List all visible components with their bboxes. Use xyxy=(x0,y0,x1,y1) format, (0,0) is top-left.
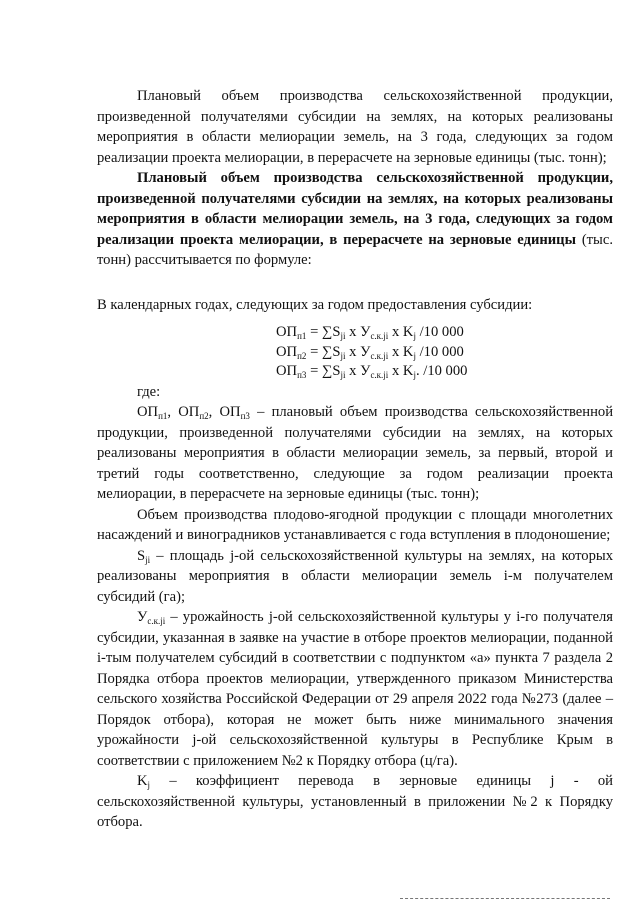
symbol-subscript: с.к.ji xyxy=(147,616,166,626)
paragraph-coefficient-definition xyxy=(97,771,613,833)
paragraph-op-definition: $ОП_{п1}$, $ОП_{п2}$, $ОП_{п3}$ – плановый объем производства сельскохозяйственной продукции, произведенной получателями субсидии на землях, на которых реализованы мероприятия в области мелиорации земель, за первый, второй и третий годы соответственно, следующие за годом реализации проекта мелиорации, в перерасчете на зерновые единицы (тыс. тонн); xyxy=(97,404,614,502)
formula-lhs: ОП xyxy=(276,324,298,340)
spacer xyxy=(97,271,613,295)
paragraph-text: – площадь j-ой сельскохозяйственной культуры на землях, на которых реализованы мероприятия в области мелиорации земель i-м получателем субсидий (га); xyxy=(97,547,613,605)
formula-line xyxy=(276,362,613,382)
paragraph-calculation-intro xyxy=(97,168,613,271)
paragraph-planned-volume-definition xyxy=(97,86,613,168)
formula-coefficient: x K xyxy=(388,324,414,340)
formula-subscript: j xyxy=(413,370,416,380)
formula-line xyxy=(276,343,613,363)
formula-lhs: ОП xyxy=(276,343,298,360)
symbol-op: ОП xyxy=(137,404,159,420)
paragraph-text: Объем производства плодово-ягодной продукции с площади многолетних насаждений и виноградников устанавливается с года вступления в плодоношение; xyxy=(97,506,613,543)
formula-line xyxy=(276,323,613,343)
formula-subscript: с.к.ji xyxy=(370,370,389,380)
formula-subscript: j xyxy=(413,331,416,341)
formula-subscript: с.к.ji xyxy=(370,350,389,361)
formula-subscript: с.к.ji xyxy=(370,331,389,341)
formula-yield: x У xyxy=(345,343,371,360)
formula-divisor: /10 000 xyxy=(415,343,464,360)
formula-block xyxy=(97,323,613,382)
formula-subscript: п3 xyxy=(297,370,307,380)
where-text: где: xyxy=(137,383,161,400)
formula-subscript: ji xyxy=(340,350,346,361)
formula-sum: = ∑S xyxy=(306,363,341,379)
formula-subscript: ji xyxy=(340,331,346,341)
formula-sum: = ∑S xyxy=(306,324,341,340)
symbol-op: ОП xyxy=(219,404,241,420)
paragraph-text: – коэффициент перевода в зерновые единицы j - ой сельскохозяйственной культуры, установленный в приложении №2 к Порядку отбора. xyxy=(97,773,613,830)
formula-yield: x У xyxy=(345,363,371,379)
formula-subscript: j xyxy=(413,350,416,361)
paragraph-fruit-production xyxy=(97,505,613,546)
formula-divisor: /10 000 xyxy=(415,324,464,340)
spacer xyxy=(97,315,613,323)
symbol-subscript: п1 xyxy=(158,411,168,421)
symbol-subscript: ji xyxy=(145,554,151,565)
paragraph-text: (тыс. тонн) рассчитывается по формуле: xyxy=(97,231,613,268)
symbol-op: ОП xyxy=(178,404,200,420)
formula-divisor: . /10 000 xyxy=(415,363,468,379)
symbol-subscript: п3 xyxy=(240,411,250,421)
footer-divider xyxy=(400,898,610,899)
symbol-k: K xyxy=(137,773,148,789)
symbol-u: У xyxy=(137,609,148,625)
document-page xyxy=(97,86,613,833)
paragraph-text: – урожайность j-ой сельскохозяйственной культуры у i-го получателя субсидии, указанная в заявке на участие в отборе проектов мелиорации, поданной i-тым получателем субсидий в соответствии с подпунктом «а» пункта 7 раздела 2 Порядка отбора проектов мелиорации, утвержденного приказом Министерства сельского хозяйства Российской Федерации от 29 апреля 2022 года №273 (далее – Порядок отбора), которая не может быть ниже минимального значения урожайности j-ой сельскохозяйственной культуры в Республике Крым в соответствии с приложением №2 к Порядку отбора (ц/га). xyxy=(97,609,613,769)
formula-coefficient: x K xyxy=(388,343,414,360)
formula-coefficient: x K xyxy=(388,363,414,379)
formula-sum: = ∑S xyxy=(306,343,341,360)
formula-subscript: п1 xyxy=(297,331,307,341)
paragraph-calendar-years xyxy=(97,295,613,316)
formula-yield: x У xyxy=(345,324,371,340)
paragraph-area-definition xyxy=(97,546,613,608)
symbol-subscript: п2 xyxy=(199,411,209,421)
bold-heading-text: Плановый объем производства сельскохозяйственной продукции, произведенной получателями субсидии на землях, на которых реализованы мероприятия в области мелиорации земель, на 3 года, следующих за годом реализации проекта мелиорации, в перерасчете на зерновые единицы xyxy=(97,170,613,248)
paragraph-text: Плановый объем производства сельскохозяйственной продукции, произведенной получателями субсидии на землях, на которых реализованы мероприятия в области мелиорации земель, на 3 года, следующих за годом реализации проекта мелиорации, в перерасчете на зерновые единицы (тыс. тонн); xyxy=(97,88,613,166)
paragraph-yield-definition xyxy=(97,607,613,771)
paragraph-text: В календарных годах, следующих за годом предоставления субсидии: xyxy=(97,296,533,313)
formula-lhs: ОП xyxy=(276,363,298,379)
formula-subscript: п2 xyxy=(297,350,307,361)
where-label xyxy=(97,382,613,403)
symbol-s: S xyxy=(137,547,146,564)
paragraph-text: – плановый объем производства сельскохозяйственной продукции, произведенной получателями субсидии на землях, на которых реализованы мероприятия в области мелиорации земель, за первый, второй и третий годы соответственно, следующие за годом реализации проекта мелиорации, в перерасчете на зерновые единицы (тыс. тонн); xyxy=(97,404,614,502)
symbol-subscript: j xyxy=(147,780,151,790)
formula-subscript: ji xyxy=(340,370,346,380)
